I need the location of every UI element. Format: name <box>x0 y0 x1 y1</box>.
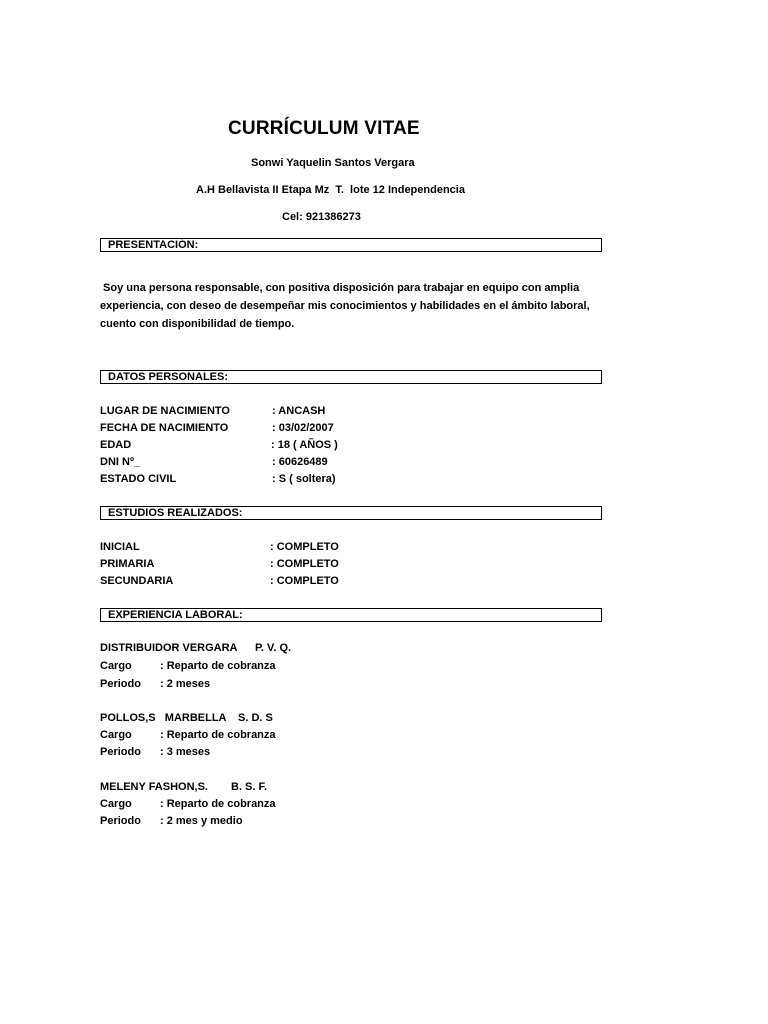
document-title: CURRÍCULUM VITAE <box>228 118 420 139</box>
section-heading: EXPERIENCIA LABORAL: <box>108 609 243 621</box>
job-company: MELENY FASHON,S. <box>100 781 208 793</box>
section-heading: ESTUDIOS REALIZADOS: <box>108 507 243 519</box>
job-periodo-label: Periodo <box>100 678 141 690</box>
section-heading: PRESENTACIÓN: <box>108 239 199 251</box>
job-cargo: : Reparto de cobranza <box>160 798 276 810</box>
section-header-experiencia <box>100 608 602 622</box>
job-cargo-label: Cargo <box>100 729 132 741</box>
presentation-line: cuento con disponibilidad de tiempo. <box>100 318 295 330</box>
field-value: : 60626489 <box>272 456 328 468</box>
section-heading: DATOS PERSONALES: <box>108 371 228 383</box>
job-cargo-label: Cargo <box>100 660 132 672</box>
candidate-address: A.H Bellavista II Etapa Mz T. lote 12 Independencia <box>196 184 465 196</box>
field-value: : S ( soltera) <box>272 473 336 485</box>
section-header-presentacion <box>100 238 602 252</box>
field-value: : 03/02/2007 <box>272 422 334 434</box>
field-value: : COMPLETO <box>270 541 339 553</box>
field-value: : ANCASH <box>272 405 326 417</box>
field-label: DNI Nº_ <box>100 456 141 468</box>
job-periodo-label: Periodo <box>100 815 141 827</box>
field-label: INICIAL <box>100 541 140 553</box>
field-label: SECUNDARIA <box>100 575 174 587</box>
job-company: POLLOS,S MARBELLA <box>100 712 227 724</box>
field-value: : COMPLETO <box>270 558 339 570</box>
presentation-line: Soy una persona responsable, con positiva disposición para trabajar en equipo con amplia <box>100 282 580 294</box>
job-periodo: : 2 meses <box>160 678 211 690</box>
candidate-phone: Cel: 921386273 <box>282 211 361 223</box>
job-cargo: : Reparto de cobranza <box>160 660 276 672</box>
job-company: DISTRIBUIDOR VERGARA <box>100 642 238 654</box>
field-label: PRIMARIA <box>100 558 155 570</box>
field-label: FECHA DE NACIMIENTO <box>100 422 229 434</box>
job-periodo-label: Periodo <box>100 746 141 758</box>
field-value: : COMPLETO <box>270 575 339 587</box>
job-periodo: : 3 meses <box>160 746 211 758</box>
job-code: B. S. F. <box>231 781 268 793</box>
field-label: ESTADO CIVIL <box>100 473 177 485</box>
field-label: LUGAR DE NACIMIENTO <box>100 405 230 417</box>
job-cargo-label: Cargo <box>100 798 132 810</box>
candidate-name: Sonwi Yaquelin Santos Vergara <box>251 157 415 169</box>
field-label: EDAD <box>100 439 132 451</box>
section-header-estudios <box>100 506 602 520</box>
field-value: : 18 ( AÑOS ) <box>271 439 338 451</box>
job-cargo: : Reparto de cobranza <box>160 729 276 741</box>
job-code: P. V. Q. <box>255 642 292 654</box>
presentation-line: experiencia, con deseo de desempeñar mis conocimientos y habilidades en el ámbito laboral, <box>100 300 590 312</box>
job-code: S. D. S <box>238 712 273 724</box>
job-periodo: : 2 mes y medio <box>160 815 243 827</box>
section-header-datos-personales <box>100 370 602 384</box>
